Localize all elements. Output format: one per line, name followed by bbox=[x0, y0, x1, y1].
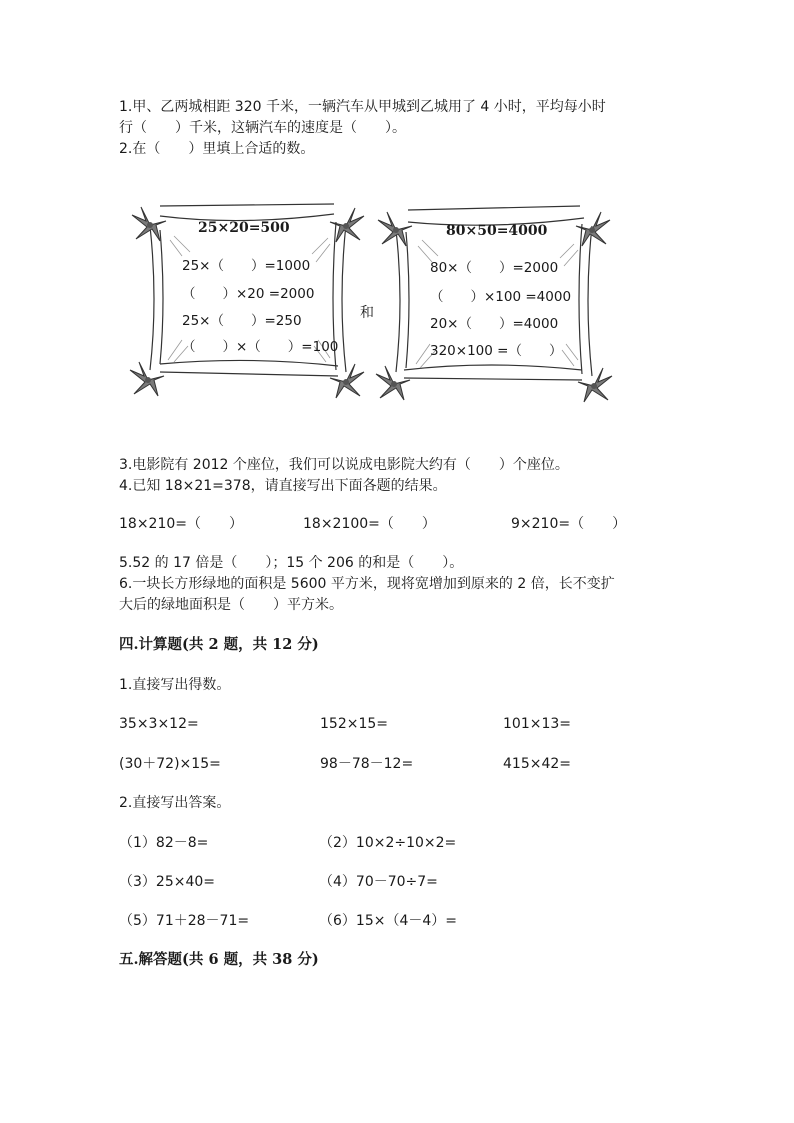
right-frame-row: （ ）×100 =4000 bbox=[430, 289, 572, 305]
s4-p2-title: 2.直接写出答案。 bbox=[119, 795, 231, 811]
bird-icon bbox=[330, 364, 364, 398]
s4-p1-title: 1.直接写出得数。 bbox=[119, 677, 231, 693]
bird-icon bbox=[130, 362, 164, 396]
calc-item: 98－78－12= bbox=[320, 756, 414, 772]
calc-item: (30＋72)×15= bbox=[119, 756, 221, 772]
answer-item: （3）25×40= bbox=[119, 874, 215, 890]
q3-text: 3.电影院有 2012 个座位，我们可以说成电影院大约有（ ）个座位。 bbox=[119, 457, 569, 473]
left-frame-row: 25×（ ）=1000 bbox=[182, 258, 311, 274]
calc-item: 101×13= bbox=[503, 716, 571, 732]
left-frame-row: 25×（ ）=250 bbox=[182, 313, 302, 329]
q1-line1: 1.甲、乙两城相距 320 千米，一辆汽车从甲城到乙城用了 4 小时，平均每小时 bbox=[119, 99, 606, 115]
right-frame-row: 320×100 =（ ） bbox=[430, 343, 563, 359]
calc-item: 415×42= bbox=[503, 756, 571, 772]
answer-item: （5）71＋28－71= bbox=[119, 913, 250, 929]
answer-item: （4）70－70÷7= bbox=[319, 874, 438, 890]
bird-icon bbox=[578, 368, 612, 402]
answer-item: （1）82－8= bbox=[119, 835, 209, 851]
q4-item: 18×2100=（ ） bbox=[303, 516, 436, 532]
calc-item: 152×15= bbox=[320, 716, 388, 732]
answer-item: （2）10×2÷10×2= bbox=[319, 835, 457, 851]
and-label: 和 bbox=[360, 305, 374, 321]
answer-item: （6）15×（4－4）= bbox=[319, 913, 457, 929]
q4-text: 4.已知 18×21=378，请直接写出下面各题的结果。 bbox=[119, 478, 447, 494]
q4-item: 9×210=（ ） bbox=[511, 516, 627, 532]
q6-line2: 大后的绿地面积是（ ）平方米。 bbox=[119, 597, 343, 613]
q6-line1: 6.一块长方形绿地的面积是 5600 平方米，现将宽增加到原来的 2 倍，长不变扩 bbox=[119, 576, 615, 592]
left-frame-row: （ ）×20 =2000 bbox=[182, 286, 315, 302]
right-frame-row: 20×（ ）=4000 bbox=[430, 316, 559, 332]
bird-icon bbox=[376, 366, 410, 400]
q1-line2: 行（ ）千米，这辆汽车的速度是（ ）。 bbox=[119, 120, 406, 136]
right-frame-row: 80×（ ）=2000 bbox=[430, 260, 559, 276]
q4-item: 18×210=（ ） bbox=[119, 516, 243, 532]
left-frame-row: （ ）×（ ）=100 bbox=[182, 339, 339, 355]
calc-item: 35×3×12= bbox=[119, 716, 199, 732]
left-frame-title: 25×20=500 bbox=[198, 220, 290, 236]
section4-heading: 四.计算题(共 2 题，共 12 分) bbox=[119, 636, 319, 653]
q2-text: 2.在（ ）里填上合适的数。 bbox=[119, 141, 315, 157]
section5-heading: 五.解答题(共 6 题，共 38 分) bbox=[119, 951, 319, 968]
q5-text: 5.52 的 17 倍是（ ）；15 个 206 的和是（ ）。 bbox=[119, 555, 464, 571]
right-frame-title: 80×50=4000 bbox=[446, 223, 548, 239]
